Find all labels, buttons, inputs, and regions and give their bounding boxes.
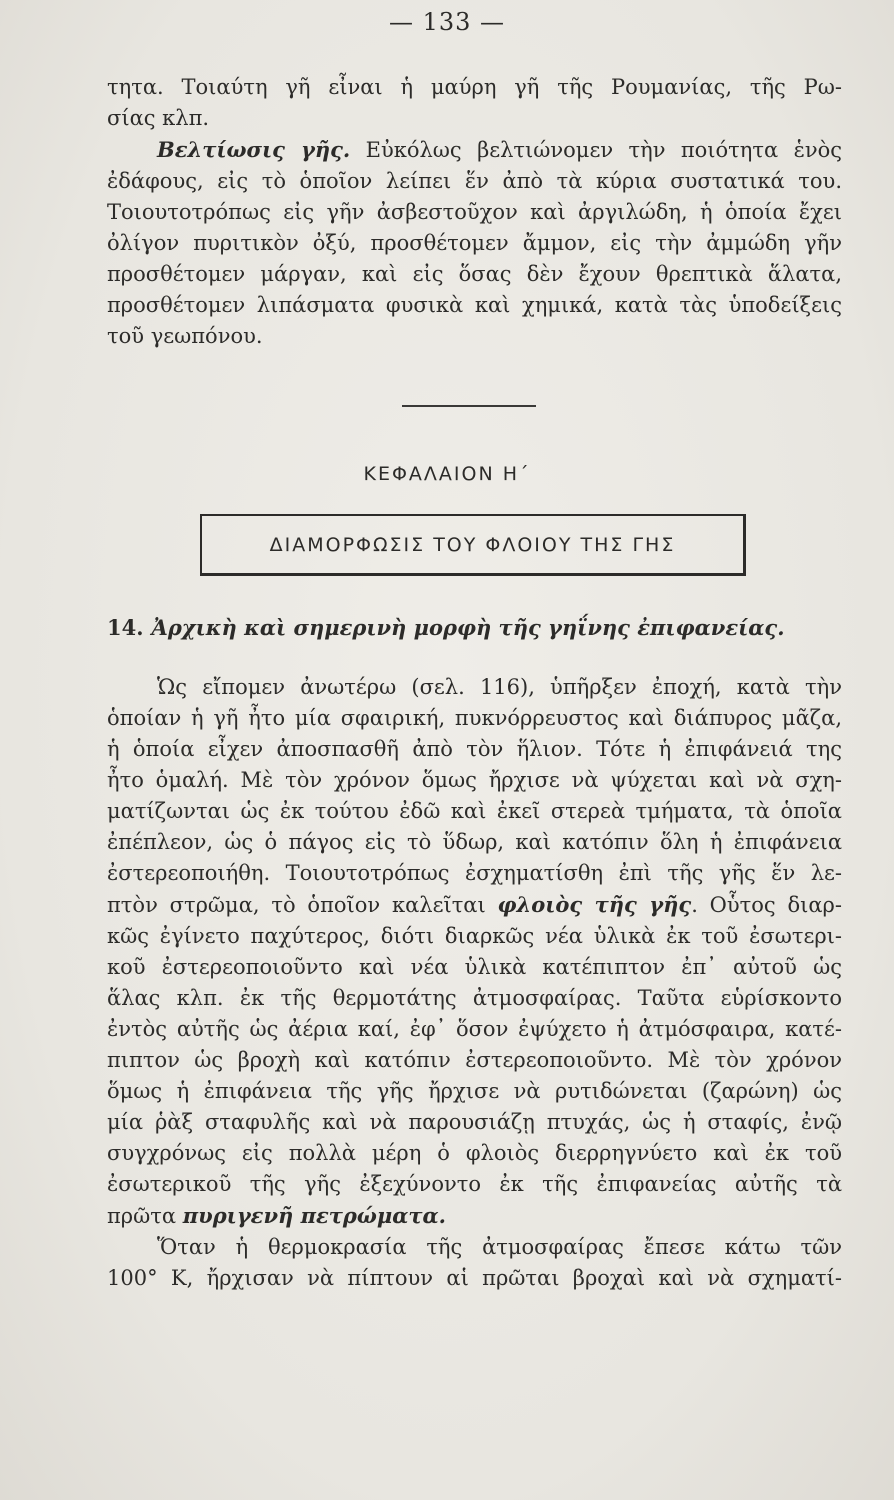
text-line: ματίζωνται ὡς ἐκ τούτου ἐδῶ καὶ ἐκεῖ στερεὰ τμήματα, τὰ ὁποῖα — [107, 799, 842, 823]
text-line: ἐστερεοποιήθη. Τοιουτοτρόπως ἐσχηματίσθη ἐπὶ τῆς γῆς ἕν λε- — [107, 861, 842, 885]
text-line — [107, 1200, 842, 1232]
text-line — [107, 134, 842, 166]
text-line: συγχρόνως εἰς πολλὰ μέρη ὁ φλοιὸς διερρηγνύετο καὶ ἐκ τοῦ — [107, 1141, 842, 1165]
text-line: τητα. Τοιαύτη γῆ εἶναι ἡ μαύρη γῆ τῆς Ρουμανίας, τῆς Ρω- — [107, 75, 842, 99]
top-paragraph — [107, 72, 842, 352]
section-title: Ἀρχικὴ καὶ σημερινὴ μορφὴ τῆς γηΐνης ἐπιφανείας. — [151, 615, 785, 640]
text-line: ἐντὸς αὐτῆς ὡς ἀέρια καί, ἐφ᾿ ὅσον ἐψύχετο ἡ ἀτμόσφαιρα, κατέ- — [107, 1017, 842, 1041]
text-line: Τοιουτοτρόπως εἰς γῆν ἀσβεστοῦχον καὶ ἀργιλώδη, ἡ ὁποία ἔχει — [107, 200, 842, 224]
body-paragraph — [107, 672, 842, 1294]
chapter-title: ΔΙΑΜΟΡΦΩΣΙΣ ΤΟΥ ΦΛΟΙΟΥ ΤΗΣ ΓΗΣ — [269, 533, 676, 556]
text-line: ἐδάφους, εἰς τὸ ὁποῖον λείπει ἕν ἀπὸ τὰ κύρια συστατικά του. — [107, 169, 842, 193]
text-line: ἦτο ὁμαλή. Μὲ τὸν χρόνον ὅμως ἤρχισε νὰ ψύχεται καὶ νὰ σχη- — [107, 768, 842, 792]
text-line: τοῦ γεωπόνου. — [107, 324, 263, 348]
text-line: κῶς ἐγίνετο παχύτερος, διότι διαρκῶς νέα ὑλικὰ ἐκ τοῦ ἐσωτερι- — [107, 924, 842, 948]
text-line: 100° Κ, ἤρχισαν νὰ πίπτουν αἱ πρῶται βροχαὶ καὶ νὰ σχηματί- — [107, 1266, 842, 1290]
emphasis-term: πυριγενῆ πετρώματα. — [182, 1203, 446, 1228]
text-span: πτὸν στρῶμα, τὸ ὁποῖον καλεῖται — [107, 893, 498, 917]
text-line: ὁποίαν ἡ γῆ ἦτο μία σφαιρική, πυκνόρρευστος καὶ διάπυρος μᾶζα, — [107, 706, 842, 730]
text-span: πρῶτα — [107, 1204, 183, 1228]
text-line: προσθέτομεν μάργαν, καὶ εἰς ὅσας δὲν ἔχουν θρεπτικὰ ἅλατα, — [107, 262, 842, 286]
text-line: ἡ ὁποία εἶχεν ἀποσπασθῆ ἀπὸ τὸν ἥλιον. Τότε ἡ ἐπιφάνειά της — [107, 737, 842, 761]
emphasis-term: φλοιὸς τῆς γῆς — [497, 892, 692, 917]
text-line: σίας κλπ. — [107, 106, 210, 130]
text-line: προσθέτομεν λιπάσματα φυσικὰ καὶ χημικά, κατὰ τὰς ὑποδείξεις — [107, 293, 842, 317]
text-line: ὀλίγον πυριτικὸν ὀξύ, προσθέτομεν ἄμμον, εἰς τὴν ἀμμώδη γῆν — [107, 231, 842, 255]
text-line — [107, 889, 842, 921]
text-line: Ὅταν ἡ θερμοκρασία τῆς ἀτμοσφαίρας ἔπεσε κάτω τῶν — [157, 1235, 842, 1259]
text-line: μία ῥὰξ σταφυλῆς καὶ νὰ παρουσιάζῃ πτυχάς, ὡς ἡ σταφίς, ἐνῷ — [107, 1110, 842, 1134]
text-span: . Οὗτος διαρ- — [691, 893, 842, 917]
text-line: ἐσωτερικοῦ τῆς γῆς ἐξεχύνοντο ἐκ τῆς ἐπιφανείας αὐτῆς τὰ — [107, 1172, 842, 1196]
text-line: ὅμως ἡ ἐπιφάνεια τῆς γῆς ἤρχισε νὰ ρυτιδώνεται (ζαρώνη) ὡς — [107, 1079, 842, 1103]
page-number: — 133 — — [388, 8, 506, 36]
text-line: Ὡς εἴπομεν ἀνωτέρω (σελ. 116), ὑπῆρξεν ἐποχή, κατὰ τὴν — [157, 675, 842, 699]
text-line: κοῦ ἐστερεοποιοῦντο καὶ νέα ὑλικὰ κατέπιπτον ἐπ᾿ αὐτοῦ ὡς — [107, 955, 842, 979]
separator-rule — [402, 405, 536, 407]
section-number: 14. — [107, 615, 144, 640]
text-line: πιπτον ὡς βροχὴ καὶ κατόπιν ἐστερεοποιοῦντο. Μὲ τὸν χρόνον — [107, 1048, 842, 1072]
text-line: ἅλας κλπ. ἐκ τῆς θερμοτάτης ἀτμοσφαίρας. Ταῦτα εὑρίσκοντο — [107, 986, 842, 1010]
term-heading: Βελτίωσις γῆς. — [157, 137, 351, 162]
chapter-label: ΚΕΦΑΛΑΙΟΝ Η΄ — [363, 463, 531, 485]
section-heading — [107, 615, 842, 640]
chapter-title-box — [200, 514, 746, 576]
text-line: ἐπέπλεον, ὡς ὁ πάγος εἰς τὸ ὕδωρ, καὶ κατόπιν ὅλη ἡ ἐπιφάνεια — [107, 830, 842, 854]
text-span: Εὐκόλως βελτιώνομεν τὴν ποιότητα ἑνὸς — [350, 138, 843, 162]
